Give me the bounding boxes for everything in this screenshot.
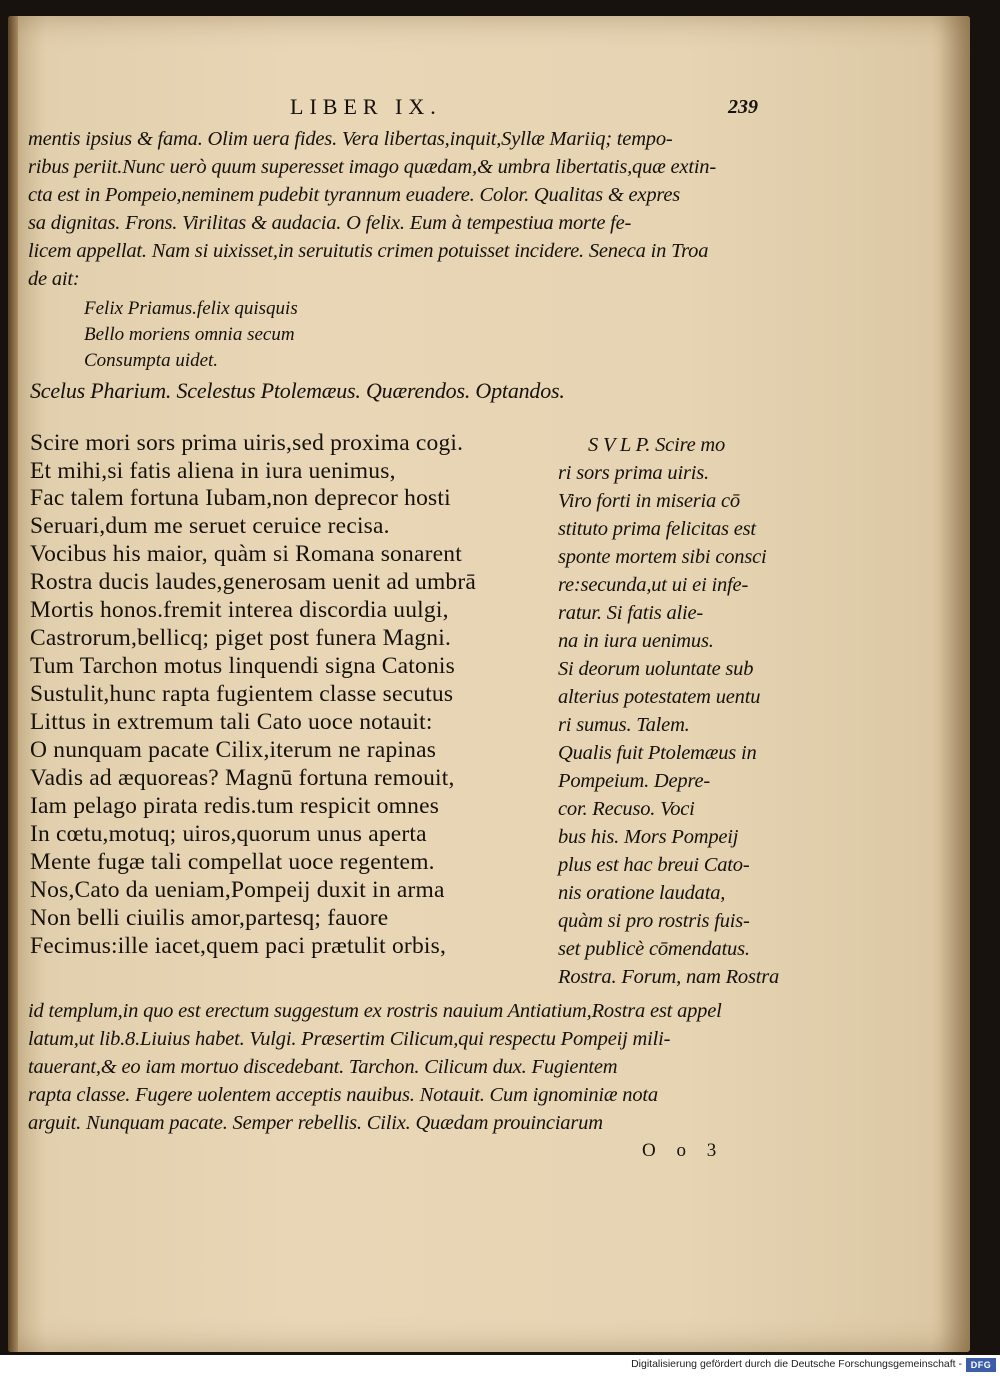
page-edge-shadow [940, 16, 970, 1352]
marginal-note-line: S V L P. Scire mo [588, 434, 726, 456]
marginal-note-line: nis oratione laudata, [558, 882, 726, 904]
marginal-note-line: ri sors prima uiris. [558, 462, 709, 484]
verse-line: Vocibus his maior, quàm si Romana sonarent [30, 541, 462, 567]
marginal-note-line: ratur. Si fatis alie- [558, 602, 704, 624]
verse-line: O nunquam pacate Cilix,iterum ne rapinas [30, 737, 437, 763]
marginal-note-line: quàm si pro rostris fuis- [558, 910, 750, 932]
signature-mark: O o 3 [642, 1140, 725, 1161]
commentary-line: id templum,in quo est erectum suggestum ex rostris nauium Antiatium,Rostra est appel [28, 1000, 722, 1022]
marginal-note-line: set publicè cōmendatus. [558, 938, 750, 960]
verse-line: Mente fugæ tali compellat uoce regentem. [30, 849, 435, 875]
page-number: 239 [728, 96, 758, 118]
marginal-note-line: Si deorum uoluntate sub [558, 658, 754, 680]
commentary-line: tauerant,& eo iam mortuo discedebant. Tarchon. Cilicum dux. Fugientem [28, 1056, 618, 1078]
marginal-note-line: plus est hac breui Cato- [558, 854, 750, 876]
verse-line: Seruari,dum me seruet ceruice recisa. [30, 513, 390, 539]
marginal-note-line: bus his. Mors Pompeij [558, 826, 739, 848]
dfg-logo: DFG [966, 1358, 996, 1372]
marginal-note-line: ri sumus. Talem. [558, 714, 690, 736]
marginal-note-line: Viro forti in miseria cō [558, 490, 740, 512]
marginal-note-line: Rostra. Forum, nam Rostra [558, 966, 780, 988]
verse-line: In cœtu,motuq; uiros,quorum unus aperta [30, 821, 427, 847]
verse-line: Et mihi,si fatis aliena in iura uenimus, [30, 458, 396, 484]
commentary-line: licem appellat. Nam si uixisset,in seruitutis crimen potuisset incidere. Seneca in Troa [28, 240, 709, 262]
marginal-note-line: alterius potestatem uentu [558, 686, 761, 708]
commentary-line: de ait: [28, 268, 80, 290]
marginal-note-line: cor. Recuso. Voci [558, 798, 695, 820]
verse-line: Mortis honos.fremit interea discordia uulgi, [30, 597, 449, 623]
commentary-line: arguit. Nunquam pacate. Semper rebellis. Cilix. Quædam prouinciarum [28, 1112, 603, 1134]
marginal-note-line: re:secunda,ut ui ei infe- [558, 574, 749, 596]
commentary-line: latum,ut lib.8.Liuius habet. Vulgi. Præsertim Cilicum,qui respectu Pompeij mili- [28, 1028, 671, 1050]
digitization-footer [0, 1355, 1000, 1376]
page-spine-shadow [8, 16, 18, 1352]
verse-line: Sustulit,hunc rapta fugientem classe secutus [30, 681, 454, 707]
verse-line: Fecimus:ille iacet,quem paci prætulit orbis, [30, 933, 447, 959]
marginal-note-line: Qualis fuit Ptolemæus in [558, 742, 757, 764]
verse-line: Vadis ad æquoreas? Magnū fortuna remouit, [30, 765, 455, 791]
marginal-note-line: stituto prima felicitas est [558, 518, 756, 540]
verse-line: Iam pelago pirata redis.tum respicit omnes [30, 793, 440, 819]
verse-line: Littus in extremum tali Cato uoce notauit: [30, 709, 433, 735]
commentary-line: Scelus Pharium. Scelestus Ptolemæus. Quærendos. Optandos. [30, 378, 565, 403]
marginal-note-line: sponte mortem sibi consci [558, 546, 767, 568]
verse-line: Nos,Cato da ueniam,Pompeij duxit in arma [30, 877, 445, 903]
verse-line: Fac talem fortuna Iubam,non deprecor hosti [30, 485, 451, 511]
funding-credit: Digitalisierung gefördert durch die Deutsche Forschungsgemeinschaft - [631, 1358, 962, 1370]
commentary-line: cta est in Pompeio,neminem pudebit tyrannum euadere. Color. Qualitas & expres [28, 184, 681, 206]
verse-line: Rostra ducis laudes,generosam uenit ad umbrā [30, 569, 477, 595]
verse-line: Castrorum,bellicq; piget post funera Magni. [30, 625, 452, 651]
quotation-line: Felix Priamus.felix quisquis [84, 298, 298, 319]
quotation-line: Bello moriens omnia secum [84, 324, 295, 345]
commentary-line: ribus periit.Nunc uerò quum superesset imago quædam,& umbra libertatis,quæ extin- [28, 156, 716, 178]
verse-line: Non belli ciuilis amor,partesq; fauore [30, 905, 389, 931]
marginal-note-line: na in iura uenimus. [558, 630, 714, 652]
book-page [8, 16, 970, 1352]
commentary-line: mentis ipsius & fama. Olim uera fides. Vera libertas,inquit,Syllæ Mariiq; tempo- [28, 128, 673, 150]
verse-line: Scire mori sors prima uiris,sed proxima cogi. [30, 430, 464, 456]
running-header: LIBER IX. [290, 94, 442, 119]
verse-line: Tum Tarchon motus linquendi signa Catonis [30, 653, 455, 679]
commentary-line: rapta classe. Fugere uolentem acceptis nauibus. Notauit. Cum ignominiæ nota [28, 1084, 658, 1106]
commentary-line: sa dignitas. Frons. Virilitas & audacia. O felix. Eum à tempestiua morte fe- [28, 212, 632, 234]
quotation-line: Consumpta uidet. [84, 350, 219, 371]
marginal-note-line: Pompeium. Depre- [558, 770, 711, 792]
